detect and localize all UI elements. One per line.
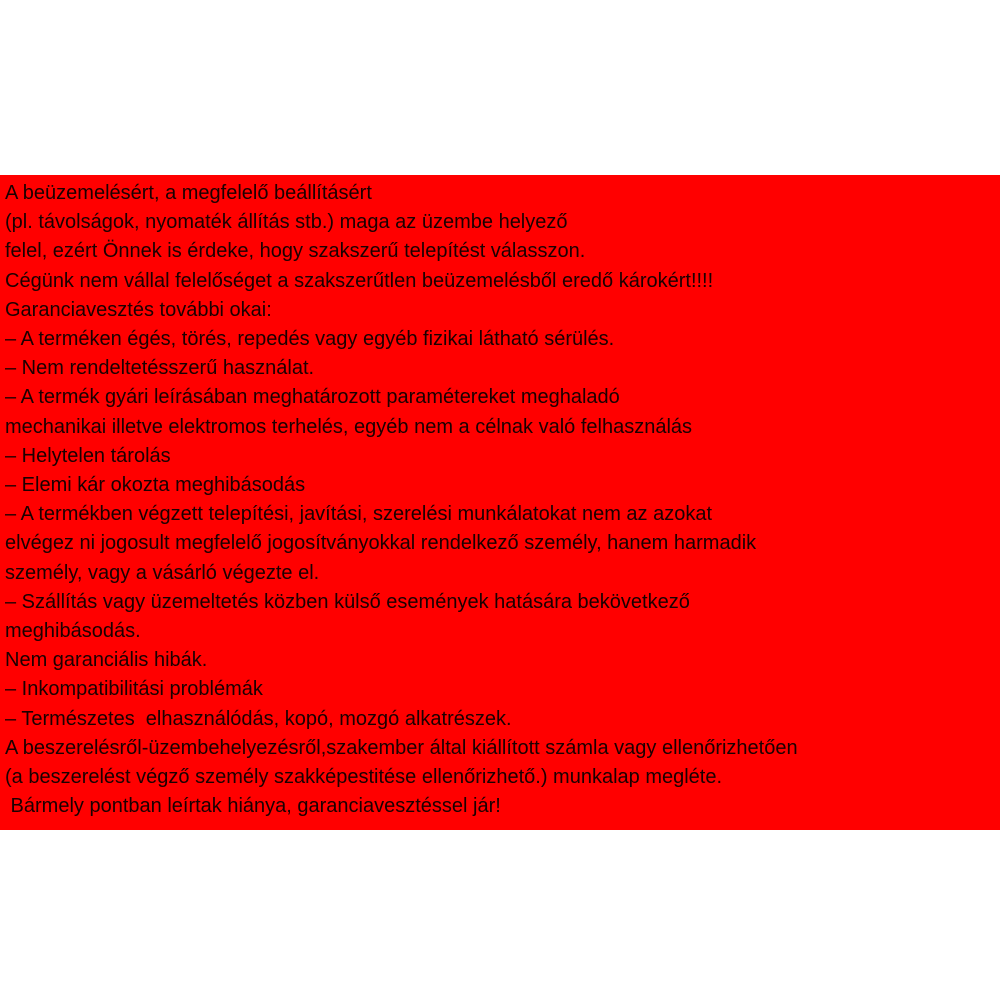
notice-line: mechanikai illetve elektromos terhelés, egyéb nem a célnak való felhasználás bbox=[5, 415, 693, 438]
notice-line: felel, ezért Önnek is érdeke, hogy szakszerű telepítést válasszon. bbox=[5, 240, 586, 263]
notice-line: – Nem rendeltetésszerű használat. bbox=[5, 357, 315, 380]
notice-line: (a beszerelést végző személy szakképestitése ellenőrizhető.) munkalap megléte. bbox=[5, 766, 723, 789]
notice-line: elvégez ni jogosult megfelelő jogosítványokkal rendelkező személy, hanem harmadik bbox=[5, 532, 757, 555]
warranty-notice-panel bbox=[0, 175, 1000, 830]
notice-line: – Elemi kár okozta meghibásodás bbox=[5, 474, 306, 497]
notice-line: Garanciavesztés további okai: bbox=[5, 298, 272, 321]
notice-line: A beüzemelésért, a megfelelő beállításért bbox=[5, 182, 372, 204]
notice-line: – A terméken égés, törés, repedés vagy egyéb fizikai látható sérülés. bbox=[5, 328, 615, 351]
notice-line: – Természetes elhasználódás, kopó, mozgó alkatrészek. bbox=[5, 707, 512, 730]
notice-line: A beszerelésről-üzembehelyezésről,szakember által kiállított számla vagy ellenőrizhetően bbox=[5, 736, 798, 759]
notice-line: Nem garanciális hibák. bbox=[5, 649, 208, 672]
notice-line: Bármely pontban leírtak hiánya, garanciavesztéssel jár! bbox=[5, 795, 501, 818]
notice-line: Cégünk nem vállal felelőséget a szakszerűtlen beüzemelésből eredő károkért!!!! bbox=[5, 269, 714, 292]
notice-line: – A termék gyári leírásában meghatározott paramétereket meghaladó bbox=[5, 386, 620, 409]
notice-line: személy, vagy a vásárló végezte el. bbox=[5, 561, 320, 584]
notice-line: – Helytelen tárolás bbox=[5, 444, 171, 467]
notice-line: meghibásodás. bbox=[5, 620, 141, 643]
notice-line: (pl. távolságok, nyomaték állítás stb.) maga az üzembe helyező bbox=[5, 211, 568, 234]
notice-line: – A termékben végzett telepítési, javítási, szerelési munkálatokat nem az azokat bbox=[5, 503, 713, 526]
notice-line: – Szállítás vagy üzemeltetés közben külső események hatására bekövetkező bbox=[5, 590, 690, 613]
notice-line: – Inkompatibilitási problémák bbox=[5, 678, 263, 701]
